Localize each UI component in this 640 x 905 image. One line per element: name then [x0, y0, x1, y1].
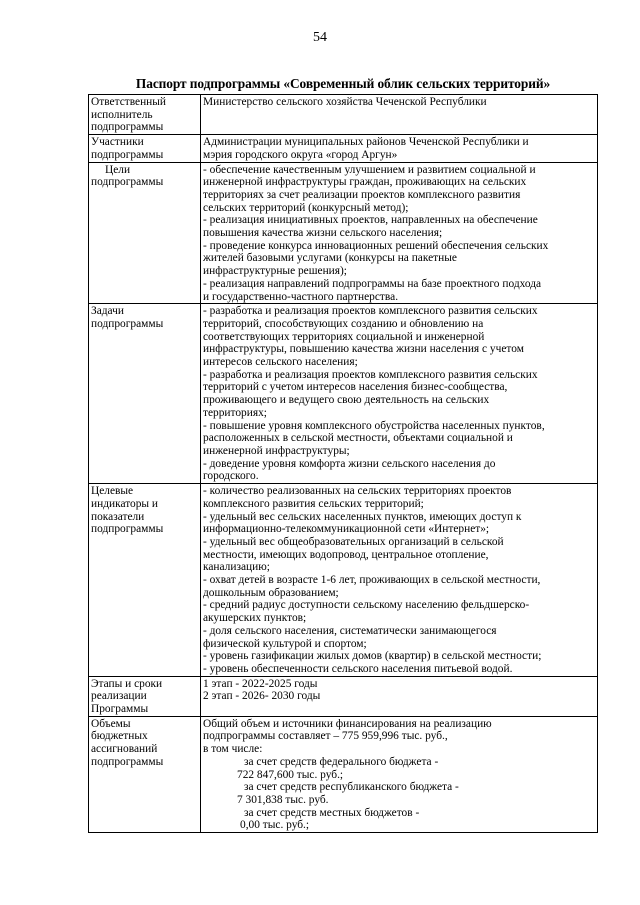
table-row: [89, 162, 598, 304]
value-line: - охват детей в возрасте 1-6 лет, проживающих в сельской местности,: [203, 574, 541, 587]
financing-line: за счет средств местных бюджетов -: [244, 806, 420, 819]
label-line: подпрограммы: [91, 121, 164, 134]
label-line: Задачи: [91, 305, 124, 318]
page-number: 54: [313, 30, 327, 45]
table-row: [89, 484, 598, 677]
value-line: - реализация направлений подпрограммы на базе проектного подхода: [203, 277, 542, 290]
value-line: - разработка и реализация проектов комплексного развития сельских: [203, 305, 538, 318]
value-line: расположенных в сельской местности, объектами социальной и: [203, 432, 513, 445]
value-line: - обеспечение качественным улучшением и развитием социальной и: [203, 163, 536, 176]
financing-line: за счет средств федерального бюджета -: [244, 755, 439, 768]
row-value-cell: [201, 95, 598, 135]
label-line: подпрограммы: [91, 148, 164, 161]
label-line: Ответственный: [91, 96, 167, 108]
value-line: мэрия городского округа «город Аргун»: [203, 148, 398, 161]
value-line: - разработка и реализация проектов комплексного развития сельских: [203, 368, 538, 381]
financing-line: в том числе:: [203, 743, 263, 756]
value-line: и государственно-частного партнерства.: [203, 290, 399, 303]
label-line: Программы: [91, 703, 149, 716]
table-row: [89, 304, 598, 484]
row-label-cell: [89, 95, 201, 135]
value-line: территорий с учетом интересов населения бизнес-сообщества,: [203, 381, 508, 394]
table-row: [89, 676, 598, 716]
value-line: - средний радиус доступности сельскому населению фельдшерско-: [203, 599, 530, 612]
value-line: городского.: [203, 470, 259, 483]
label-line: Целевые: [91, 485, 134, 498]
value-line: инженерной инфраструктуры;: [203, 444, 350, 457]
row-label-cell: [89, 716, 201, 832]
label-line: ассигнований: [91, 743, 158, 756]
value-line: - повышение уровня комплексного обустройства населенных пунктов,: [203, 419, 545, 432]
value-line: территорий, способствующих созданию и обновлению на: [203, 317, 484, 330]
label-line: подпрограммы: [91, 523, 164, 536]
value-line: инфраструктуры, повышению качества жизни населения с учетом: [203, 343, 524, 356]
label-line: реализации: [91, 690, 147, 703]
value-line: сельских территорий (конкурсный метод);: [203, 201, 409, 214]
row-label-cell: [89, 135, 201, 162]
value-line: - удельный вес сельских населенных пунктов, имеющих доступ к: [203, 510, 522, 523]
financing-line: подпрограммы составляет – 775 959,996 тыс. руб.,: [203, 730, 448, 743]
value-line: акушерских пунктов;: [203, 612, 307, 625]
passport-table-body: [89, 95, 598, 833]
value-line: инженерной инфраструктуры граждан, проживающих на сельских: [203, 176, 527, 189]
value-line: 1 этап - 2022-2025 годы: [203, 677, 318, 690]
label-line: Цели: [105, 163, 131, 176]
financing-line: за счет средств республиканского бюджета -: [244, 781, 459, 794]
row-label-cell: [89, 676, 201, 716]
value-line: канализацию;: [203, 561, 270, 574]
value-line: Администрации муниципальных районов Чеченской Республики и: [203, 136, 529, 149]
value-line: интересов сельского населения;: [203, 356, 358, 369]
table-row: [89, 95, 598, 135]
value-line: 2 этап - 2026- 2030 годы: [203, 690, 321, 703]
value-line: дошкольным образованием;: [203, 586, 339, 599]
value-line: территориях;: [203, 406, 267, 419]
subprogram-passport-table: [88, 94, 598, 833]
financing-value-cell: [201, 716, 598, 832]
value-line: - проведение конкурса инновационных решений обеспечения сельских: [203, 239, 549, 252]
financing-line: Общий объем и источники финансирования на реализацию: [203, 717, 492, 730]
row-value-cell: [201, 304, 598, 484]
table-row: [89, 716, 598, 832]
value-line: физической культурой и спортом;: [203, 637, 367, 650]
value-line: информационно-телекоммуникационной сети «Интернет»;: [203, 523, 490, 536]
value-line: - уровень газификации жилых домов (квартир) в сельской местности;: [203, 650, 542, 663]
value-line: - доведение уровня комфорта жизни сельского населения до: [203, 457, 496, 470]
label-line: исполнитель: [91, 108, 153, 121]
value-line: проживающего и ведущего свою деятельность на сельских: [203, 394, 490, 407]
label-line: показатели: [91, 510, 145, 523]
label-line: индикаторы и: [91, 497, 159, 510]
label-line: подпрограммы: [91, 176, 164, 189]
financing-line: 722 847,600 тыс. руб.;: [237, 768, 344, 781]
value-line: - уровень обеспеченности сельского населения питьевой водой.: [203, 662, 513, 675]
label-line: Объемы: [91, 717, 131, 730]
financing-line: 7 301,838 тыс. руб.: [237, 793, 329, 806]
label-line: бюджетных: [91, 730, 148, 743]
row-value-cell: [201, 676, 598, 716]
row-label-cell: [89, 304, 201, 484]
row-label-cell: [89, 484, 201, 677]
value-line: повышения качества жизни сельского населения;: [203, 227, 443, 240]
label-line: подпрограммы: [91, 317, 164, 330]
row-value-cell: [201, 135, 598, 162]
row-label-cell: [89, 162, 201, 304]
value-line: комплексного развития сельских территорий;: [203, 497, 424, 510]
table-row: [89, 135, 598, 162]
financing-line: 0,00 тыс. руб.;: [240, 819, 310, 832]
value-line: - доля сельского населения, систематически занимающегося: [203, 624, 497, 637]
document-title: Паспорт подпрограммы «Современный облик сельских территорий»: [135, 76, 551, 91]
value-line: местности, имеющих водопровод, центральное отопление,: [203, 548, 489, 561]
label-line: подпрограммы: [91, 755, 164, 768]
value-line: жителей базовыми услугами (конкурсы на пакетные: [203, 252, 457, 265]
value-line: - количество реализованных на сельских территориях проектов: [203, 485, 512, 498]
value-line: соответствующих территориях социальной и инженерной: [203, 330, 485, 343]
value-line: - удельный вес общеобразовательных организаций в сельской: [203, 535, 504, 548]
value-line: - реализация инициативных проектов, направленных на обеспечение: [203, 214, 538, 227]
value-line: территориях за счет реализации проектов комплексного развития: [203, 188, 521, 201]
row-value-cell: [201, 162, 598, 304]
label-line: Этапы и сроки: [91, 677, 163, 690]
label-line: Участники: [91, 136, 144, 149]
value-line: Министерство сельского хозяйства Чеченской Республики: [203, 96, 487, 108]
value-line: инфраструктурные решения);: [203, 265, 347, 278]
row-value-cell: [201, 484, 598, 677]
